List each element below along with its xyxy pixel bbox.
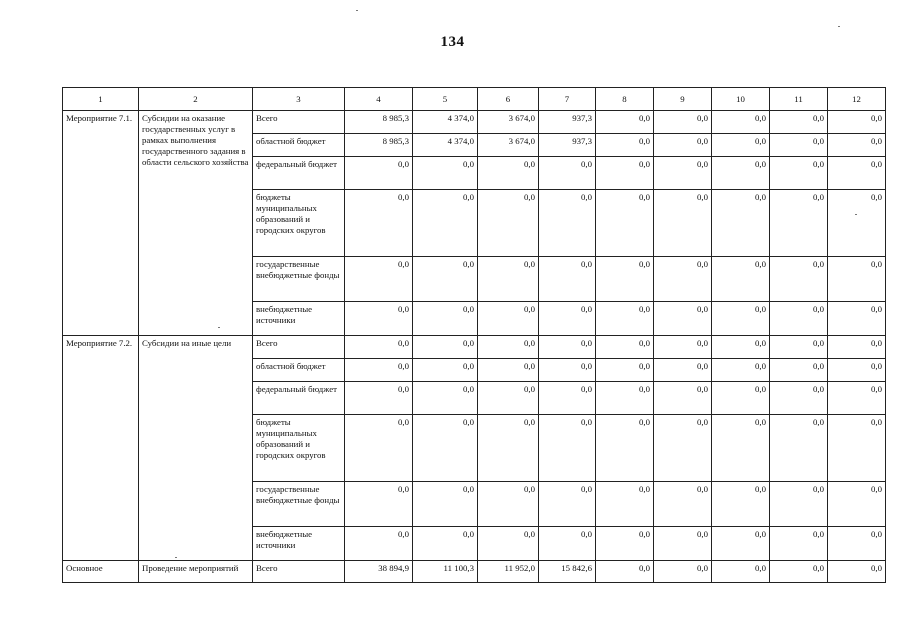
amount-cell: 0,0 (345, 336, 413, 359)
amount-cell: 0,0 (345, 302, 413, 336)
amount-cell: 0,0 (770, 382, 828, 415)
funding-source-cell: бюджеты муниципальных образований и городских округов (253, 415, 345, 482)
amount-cell: 0,0 (828, 527, 886, 561)
amount-cell: 0,0 (596, 382, 654, 415)
amount-cell: 0,0 (770, 359, 828, 382)
amount-cell: 0,0 (345, 257, 413, 302)
amount-cell: 0,0 (654, 561, 712, 583)
amount-cell: 0,0 (712, 190, 770, 257)
amount-cell: 0,0 (345, 382, 413, 415)
amount-cell: 0,0 (770, 134, 828, 157)
amount-cell: 11 952,0 (478, 561, 539, 583)
funding-source-cell: Всего (253, 336, 345, 359)
header-cell: 2 (139, 88, 253, 111)
funding-source-cell: федеральный бюджет (253, 382, 345, 415)
measure-cell: Мероприятие 7.2. (63, 336, 139, 561)
amount-cell: 0,0 (828, 111, 886, 134)
amount-cell: 937,3 (539, 111, 596, 134)
amount-cell: 0,0 (539, 359, 596, 382)
amount-cell: 0,0 (596, 415, 654, 482)
table-row (63, 561, 886, 583)
amount-cell: 0,0 (712, 336, 770, 359)
funding-source-cell: государственные внебюджетные фонды (253, 257, 345, 302)
amount-cell: 0,0 (712, 111, 770, 134)
amount-cell: 4 374,0 (413, 111, 478, 134)
amount-cell: 0,0 (478, 359, 539, 382)
amount-cell: 0,0 (539, 157, 596, 190)
amount-cell: 0,0 (539, 190, 596, 257)
amount-cell: 0,0 (413, 336, 478, 359)
amount-cell: 0,0 (345, 157, 413, 190)
amount-cell: 0,0 (770, 257, 828, 302)
amount-cell: 0,0 (828, 134, 886, 157)
amount-cell: 0,0 (654, 190, 712, 257)
header-cell: 10 (712, 88, 770, 111)
amount-cell: 0,0 (712, 527, 770, 561)
header-cell: 9 (654, 88, 712, 111)
amount-cell: 0,0 (539, 527, 596, 561)
amount-cell: 0,0 (413, 482, 478, 527)
funding-source-cell: областной бюджет (253, 134, 345, 157)
amount-cell: 0,0 (345, 482, 413, 527)
amount-cell: 0,0 (712, 382, 770, 415)
amount-cell: 0,0 (654, 482, 712, 527)
amount-cell: 0,0 (478, 190, 539, 257)
amount-cell: 0,0 (654, 336, 712, 359)
amount-cell: 0,0 (596, 336, 654, 359)
amount-cell: 0,0 (770, 527, 828, 561)
amount-cell: 0,0 (539, 336, 596, 359)
page-number: 134 (440, 34, 465, 50)
description-cell: Субсидии на оказание государственных услуг в рамках выполнения государственного задания в области сельского хозяйства (139, 111, 253, 336)
amount-cell: 0,0 (478, 382, 539, 415)
amount-cell: 3 674,0 (478, 111, 539, 134)
amount-cell: 0,0 (539, 257, 596, 302)
amount-cell: 0,0 (478, 482, 539, 527)
amount-cell: 0,0 (478, 415, 539, 482)
scan-speck (838, 26, 840, 27)
amount-cell: 0,0 (478, 336, 539, 359)
scan-speck (855, 214, 857, 215)
amount-cell: 0,0 (539, 302, 596, 336)
amount-cell: 0,0 (413, 302, 478, 336)
header-cell: 4 (345, 88, 413, 111)
amount-cell: 0,0 (596, 302, 654, 336)
amount-cell: 0,0 (596, 527, 654, 561)
funding-source-cell: федеральный бюджет (253, 157, 345, 190)
amount-cell: 38 894,9 (345, 561, 413, 583)
funding-source-cell: внебюджетные источники (253, 302, 345, 336)
amount-cell: 0,0 (596, 482, 654, 527)
table-header-row (63, 88, 886, 111)
amount-cell: 0,0 (712, 257, 770, 302)
amount-cell: 0,0 (413, 415, 478, 482)
amount-cell: 0,0 (770, 482, 828, 527)
funding-source-cell: внебюджетные источники (253, 527, 345, 561)
amount-cell: 0,0 (596, 157, 654, 190)
header-cell: 7 (539, 88, 596, 111)
amount-cell: 0,0 (478, 157, 539, 190)
amount-cell: 0,0 (413, 157, 478, 190)
amount-cell: 0,0 (654, 415, 712, 482)
amount-cell: 0,0 (712, 157, 770, 190)
amount-cell: 0,0 (828, 415, 886, 482)
amount-cell: 3 674,0 (478, 134, 539, 157)
amount-cell: 0,0 (345, 359, 413, 382)
amount-cell: 0,0 (596, 134, 654, 157)
table-row (63, 111, 886, 134)
amount-cell: 0,0 (828, 157, 886, 190)
amount-cell: 0,0 (478, 257, 539, 302)
header-cell: 5 (413, 88, 478, 111)
amount-cell: 0,0 (770, 561, 828, 583)
funding-source-cell: государственные внебюджетные фонды (253, 482, 345, 527)
header-cell: 12 (828, 88, 886, 111)
amount-cell: 0,0 (654, 257, 712, 302)
amount-cell: 0,0 (712, 482, 770, 527)
amount-cell: 0,0 (770, 336, 828, 359)
amount-cell: 0,0 (413, 382, 478, 415)
amount-cell: 0,0 (345, 190, 413, 257)
amount-cell: 0,0 (712, 415, 770, 482)
amount-cell: 0,0 (596, 359, 654, 382)
table-row (63, 336, 886, 359)
amount-cell: 0,0 (770, 302, 828, 336)
amount-cell: 0,0 (712, 302, 770, 336)
amount-cell: 0,0 (770, 111, 828, 134)
measure-cell: Основное (63, 561, 139, 583)
description-cell: Субсидии на иные цели (139, 336, 253, 561)
amount-cell: 0,0 (478, 302, 539, 336)
amount-cell: 0,0 (654, 302, 712, 336)
amount-cell: 0,0 (712, 134, 770, 157)
amount-cell: 0,0 (596, 561, 654, 583)
amount-cell: 0,0 (413, 359, 478, 382)
amount-cell: 0,0 (478, 527, 539, 561)
budget-table (62, 87, 886, 583)
amount-cell: 0,0 (828, 359, 886, 382)
funding-source-cell: Всего (253, 111, 345, 134)
amount-cell: 11 100,3 (413, 561, 478, 583)
funding-source-cell: Всего (253, 561, 345, 583)
description-cell: Проведение мероприятий (139, 561, 253, 583)
amount-cell: 0,0 (539, 382, 596, 415)
amount-cell: 0,0 (712, 359, 770, 382)
header-cell: 6 (478, 88, 539, 111)
amount-cell: 0,0 (345, 415, 413, 482)
amount-cell: 0,0 (654, 111, 712, 134)
amount-cell: 0,0 (539, 415, 596, 482)
amount-cell: 0,0 (828, 482, 886, 527)
amount-cell: 0,0 (654, 359, 712, 382)
amount-cell: 0,0 (413, 257, 478, 302)
amount-cell: 0,0 (596, 257, 654, 302)
amount-cell: 0,0 (413, 527, 478, 561)
amount-cell: 0,0 (596, 190, 654, 257)
amount-cell: 0,0 (828, 336, 886, 359)
amount-cell: 0,0 (828, 257, 886, 302)
amount-cell: 0,0 (654, 134, 712, 157)
header-cell: 8 (596, 88, 654, 111)
amount-cell: 8 985,3 (345, 134, 413, 157)
amount-cell: 0,0 (828, 561, 886, 583)
amount-cell: 0,0 (654, 382, 712, 415)
amount-cell: 15 842,6 (539, 561, 596, 583)
amount-cell: 937,3 (539, 134, 596, 157)
header-cell: 3 (253, 88, 345, 111)
funding-source-cell: областной бюджет (253, 359, 345, 382)
amount-cell: 0,0 (539, 482, 596, 527)
amount-cell: 0,0 (828, 190, 886, 257)
scan-speck (218, 327, 220, 328)
scan-speck (175, 557, 177, 558)
header-cell: 1 (63, 88, 139, 111)
amount-cell: 0,0 (413, 190, 478, 257)
amount-cell: 8 985,3 (345, 111, 413, 134)
amount-cell: 0,0 (596, 111, 654, 134)
amount-cell: 0,0 (828, 302, 886, 336)
amount-cell: 0,0 (828, 382, 886, 415)
amount-cell: 0,0 (654, 157, 712, 190)
header-cell: 11 (770, 88, 828, 111)
amount-cell: 0,0 (770, 157, 828, 190)
amount-cell: 0,0 (770, 190, 828, 257)
amount-cell: 0,0 (770, 415, 828, 482)
amount-cell: 0,0 (345, 527, 413, 561)
measure-cell: Мероприятие 7.1. (63, 111, 139, 336)
scan-speck (356, 10, 358, 11)
amount-cell: 4 374,0 (413, 134, 478, 157)
amount-cell: 0,0 (654, 527, 712, 561)
amount-cell: 0,0 (712, 561, 770, 583)
funding-source-cell: бюджеты муниципальных образований и городских округов (253, 190, 345, 257)
